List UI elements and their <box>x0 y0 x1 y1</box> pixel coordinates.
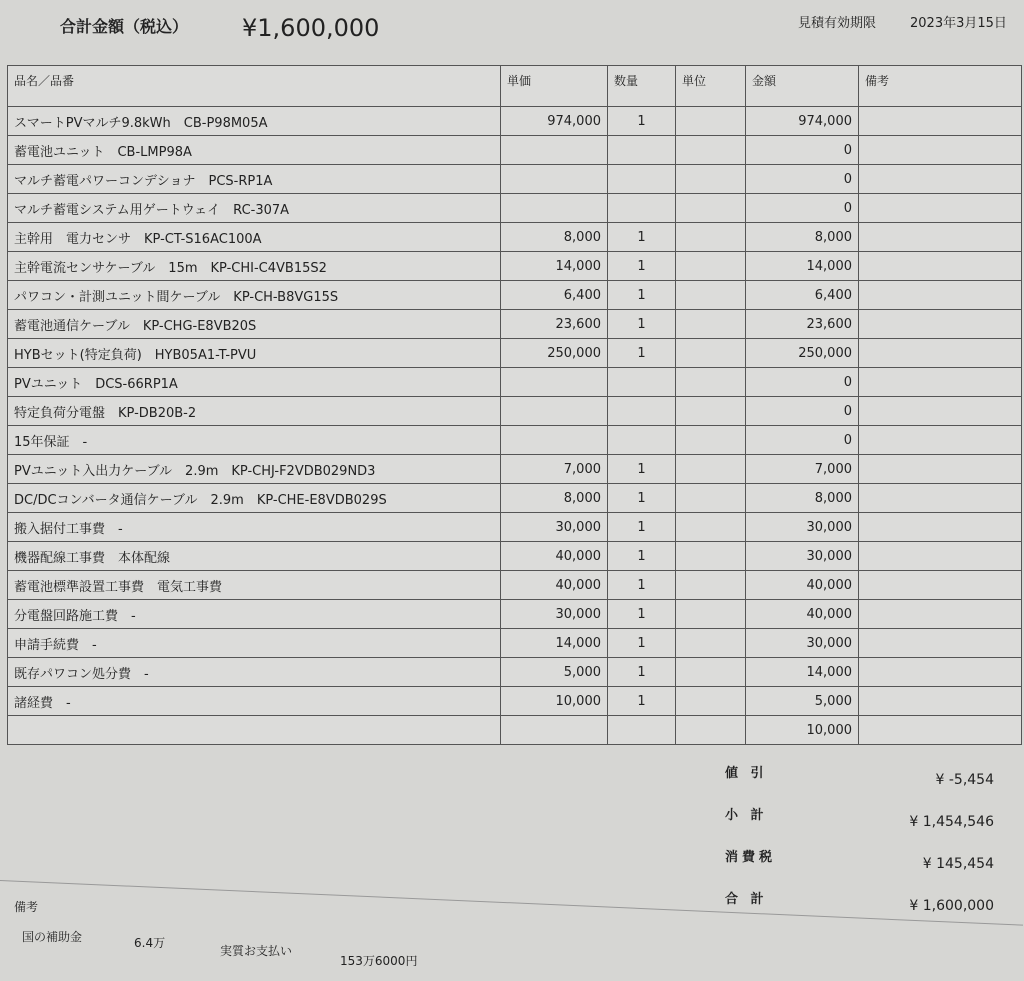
col-name: 品名／品番 <box>8 66 501 107</box>
table-row <box>8 368 1022 397</box>
unit-price: 23,600 <box>501 310 608 339</box>
unit-price <box>501 165 608 194</box>
notes <box>859 281 1022 310</box>
quantity: 1 <box>608 629 676 658</box>
col-unit-price: 単価 <box>501 66 608 107</box>
table-row <box>8 484 1022 513</box>
unit-price: 30,000 <box>501 513 608 542</box>
quantity: 1 <box>608 513 676 542</box>
col-unit: 単位 <box>676 66 746 107</box>
unit <box>676 107 746 136</box>
quantity: 1 <box>608 484 676 513</box>
quantity: 1 <box>608 455 676 484</box>
notes <box>859 426 1022 455</box>
unit <box>676 194 746 223</box>
notes <box>859 629 1022 658</box>
summary-label: 小 計 <box>725 808 768 823</box>
table-row <box>8 310 1022 339</box>
unit <box>676 426 746 455</box>
item-name: HYBセット(特定負荷) HYB05A1-T-PVU <box>8 339 501 368</box>
amount: 0 <box>746 136 859 165</box>
item-name: 既存パワコン処分費 - <box>8 658 501 687</box>
col-amount: 金額 <box>746 66 859 107</box>
item-name: マルチ蓄電システム用ゲートウェイ RC-307A <box>8 194 501 223</box>
item-name: 諸経費 - <box>8 687 501 716</box>
notes <box>859 484 1022 513</box>
table-row <box>8 600 1022 629</box>
unit <box>676 136 746 165</box>
unit-price: 40,000 <box>501 542 608 571</box>
amount: 0 <box>746 397 859 426</box>
table-row <box>8 571 1022 600</box>
quantity <box>608 136 676 165</box>
unit-price: 974,000 <box>501 107 608 136</box>
unit-price <box>501 426 608 455</box>
summary-value: ¥ 145,454 <box>922 856 994 872</box>
subsidy-label: 国の補助金 <box>22 930 83 944</box>
item-name: DC/DCコンバータ通信ケーブル 2.9m KP-CHE-E8VDB029S <box>8 484 501 513</box>
unit <box>676 542 746 571</box>
total-amount-label: 合計金額（税込） <box>60 17 189 36</box>
item-name: スマートPVマルチ9.8kWh CB-P98M05A <box>8 107 501 136</box>
unit <box>676 310 746 339</box>
amount: 0 <box>746 165 859 194</box>
divider <box>0 880 1023 926</box>
unit <box>676 339 746 368</box>
amount: 6,400 <box>746 281 859 310</box>
unit <box>676 252 746 281</box>
item-name: パワコン・計測ユニット間ケーブル KP-CH-B8VG15S <box>8 281 501 310</box>
notes <box>859 194 1022 223</box>
item-name: 分電盤回路施工費 - <box>8 600 501 629</box>
quantity: 1 <box>608 310 676 339</box>
quantity: 1 <box>608 600 676 629</box>
amount: 7,000 <box>746 455 859 484</box>
amount: 0 <box>746 368 859 397</box>
table-row <box>8 426 1022 455</box>
unit-price <box>501 136 608 165</box>
unit-price <box>501 716 608 745</box>
table-row <box>8 165 1022 194</box>
amount: 23,600 <box>746 310 859 339</box>
notes <box>859 600 1022 629</box>
table-row <box>8 223 1022 252</box>
quantity: 1 <box>608 339 676 368</box>
notes <box>859 252 1022 281</box>
notes <box>859 542 1022 571</box>
amount: 40,000 <box>746 571 859 600</box>
estimate-table <box>7 65 1022 745</box>
unit <box>676 687 746 716</box>
unit <box>676 484 746 513</box>
unit <box>676 571 746 600</box>
table-row <box>8 455 1022 484</box>
quantity <box>608 165 676 194</box>
notes <box>859 136 1022 165</box>
unit <box>676 397 746 426</box>
notes <box>859 513 1022 542</box>
unit-price <box>501 397 608 426</box>
unit-price: 6,400 <box>501 281 608 310</box>
quantity <box>608 397 676 426</box>
total-amount-value: ¥1,600,000 <box>242 14 380 42</box>
item-name: マルチ蓄電パワーコンデショナ PCS-RP1A <box>8 165 501 194</box>
quantity: 1 <box>608 658 676 687</box>
item-name: 15年保証 - <box>8 426 501 455</box>
table-row <box>8 513 1022 542</box>
item-name: 主幹電流センサケーブル 15m KP-CHI-C4VB15S2 <box>8 252 501 281</box>
net-payment-value: 153万6000円 <box>340 954 418 968</box>
unit <box>676 165 746 194</box>
table-row <box>8 339 1022 368</box>
unit-price <box>501 194 608 223</box>
notes <box>859 397 1022 426</box>
quantity: 1 <box>608 281 676 310</box>
item-name: PVユニット DCS-66RP1A <box>8 368 501 397</box>
item-name: 蓄電池通信ケーブル KP-CHG-E8VB20S <box>8 310 501 339</box>
item-name: 主幹用 電力センサ KP-CT-S16AC100A <box>8 223 501 252</box>
item-name: 特定負荷分電盤 KP-DB20B-2 <box>8 397 501 426</box>
table-row <box>8 716 1022 745</box>
table-row <box>8 629 1022 658</box>
unit <box>676 455 746 484</box>
unit <box>676 716 746 745</box>
table-row <box>8 658 1022 687</box>
unit <box>676 368 746 397</box>
item-name <box>8 716 501 745</box>
unit <box>676 281 746 310</box>
unit-price: 14,000 <box>501 629 608 658</box>
notes <box>859 658 1022 687</box>
unit-price: 5,000 <box>501 658 608 687</box>
notes-label: 備考 <box>14 900 39 914</box>
amount: 5,000 <box>746 687 859 716</box>
item-name: 申請手続費 - <box>8 629 501 658</box>
unit-price: 250,000 <box>501 339 608 368</box>
item-name: 機器配線工事費 本体配線 <box>8 542 501 571</box>
unit-price: 8,000 <box>501 223 608 252</box>
notes <box>859 165 1022 194</box>
unit-price: 30,000 <box>501 600 608 629</box>
quantity: 1 <box>608 687 676 716</box>
unit <box>676 658 746 687</box>
net-payment-label: 実質お支払い <box>220 944 293 958</box>
item-name: 蓄電池標準設置工事費 電気工事費 <box>8 571 501 600</box>
amount: 250,000 <box>746 339 859 368</box>
table-row <box>8 687 1022 716</box>
summary-value: ¥ -5,454 <box>935 772 994 788</box>
item-name: 搬入据付工事費 - <box>8 513 501 542</box>
amount: 8,000 <box>746 484 859 513</box>
notes <box>859 455 1022 484</box>
amount: 10,000 <box>746 716 859 745</box>
unit <box>676 600 746 629</box>
quantity: 1 <box>608 223 676 252</box>
summary-label: 消費税 <box>725 850 777 865</box>
quantity: 1 <box>608 542 676 571</box>
unit-price: 7,000 <box>501 455 608 484</box>
notes <box>859 339 1022 368</box>
item-name: PVユニット入出力ケーブル 2.9m KP-CHJ-F2VDB029ND3 <box>8 455 501 484</box>
amount: 30,000 <box>746 513 859 542</box>
expiry-date: 2023年3月15日 <box>910 16 1007 31</box>
notes <box>859 571 1022 600</box>
unit-price: 14,000 <box>501 252 608 281</box>
unit <box>676 223 746 252</box>
unit <box>676 513 746 542</box>
unit-price: 8,000 <box>501 484 608 513</box>
notes <box>859 310 1022 339</box>
amount: 0 <box>746 426 859 455</box>
table-row <box>8 542 1022 571</box>
unit-price: 40,000 <box>501 571 608 600</box>
table-row <box>8 397 1022 426</box>
table-row <box>8 281 1022 310</box>
expiry-label: 見積有効期限 <box>798 16 877 31</box>
notes <box>859 107 1022 136</box>
notes <box>859 368 1022 397</box>
notes <box>859 223 1022 252</box>
table-row <box>8 136 1022 165</box>
quantity: 1 <box>608 252 676 281</box>
summary-label: 値 引 <box>725 766 768 781</box>
table-row <box>8 194 1022 223</box>
quantity <box>608 426 676 455</box>
amount: 14,000 <box>746 252 859 281</box>
quantity <box>608 368 676 397</box>
subsidy-value: 6.4万 <box>134 936 166 950</box>
table-row <box>8 252 1022 281</box>
amount: 8,000 <box>746 223 859 252</box>
amount: 30,000 <box>746 542 859 571</box>
amount: 14,000 <box>746 658 859 687</box>
item-name: 蓄電池ユニット CB-LMP98A <box>8 136 501 165</box>
table-row <box>8 107 1022 136</box>
quantity: 1 <box>608 571 676 600</box>
summary-label: 合 計 <box>725 892 768 907</box>
notes <box>859 716 1022 745</box>
col-qty: 数量 <box>608 66 676 107</box>
amount: 30,000 <box>746 629 859 658</box>
unit <box>676 629 746 658</box>
notes <box>859 687 1022 716</box>
unit-price: 10,000 <box>501 687 608 716</box>
unit-price <box>501 368 608 397</box>
quantity: 1 <box>608 107 676 136</box>
summary-value: ¥ 1,454,546 <box>909 814 994 830</box>
amount: 40,000 <box>746 600 859 629</box>
amount: 0 <box>746 194 859 223</box>
quantity <box>608 194 676 223</box>
quantity <box>608 716 676 745</box>
summary-value: ¥ 1,600,000 <box>909 898 994 914</box>
amount: 974,000 <box>746 107 859 136</box>
col-notes: 備考 <box>859 66 1022 107</box>
